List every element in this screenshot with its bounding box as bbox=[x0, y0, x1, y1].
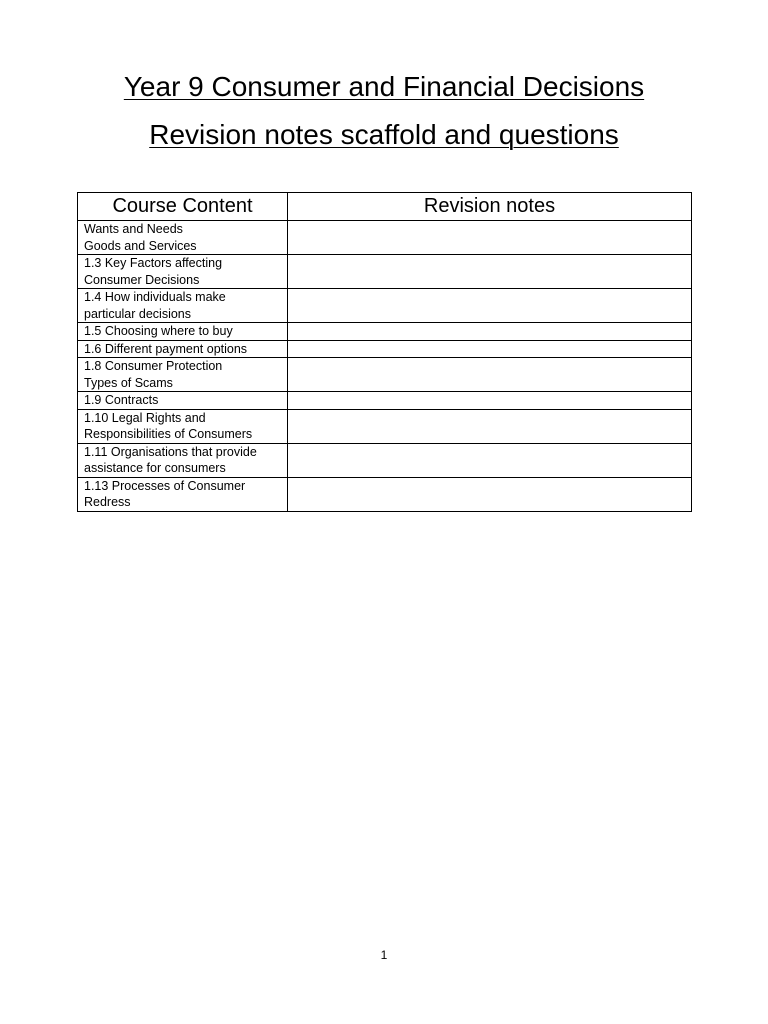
course-content-cell: Wants and Needs Goods and Services bbox=[78, 221, 288, 255]
table-row bbox=[78, 340, 692, 358]
revision-table bbox=[77, 192, 692, 512]
table-row bbox=[78, 255, 692, 289]
revision-notes-cell[interactable] bbox=[288, 392, 692, 410]
table-row bbox=[78, 409, 692, 443]
table-row bbox=[78, 443, 692, 477]
page-number: 1 bbox=[380, 948, 388, 962]
revision-notes-cell[interactable] bbox=[288, 477, 692, 511]
table-row bbox=[78, 392, 692, 410]
revision-notes-cell[interactable] bbox=[288, 340, 692, 358]
course-content-cell: 1.10 Legal Rights and Responsibilities of Consumers bbox=[78, 409, 288, 443]
revision-notes-cell[interactable] bbox=[288, 221, 692, 255]
revision-notes-cell[interactable] bbox=[288, 443, 692, 477]
column-header-course-content: Course Content bbox=[78, 193, 288, 221]
table-row bbox=[78, 221, 692, 255]
table-row bbox=[78, 323, 692, 341]
revision-notes-cell[interactable] bbox=[288, 289, 692, 323]
revision-notes-cell[interactable] bbox=[288, 255, 692, 289]
table-header-row bbox=[78, 193, 692, 221]
table-row bbox=[78, 477, 692, 511]
course-content-cell: 1.5 Choosing where to buy bbox=[78, 323, 288, 341]
course-content-cell: 1.9 Contracts bbox=[78, 392, 288, 410]
course-content-cell: 1.3 Key Factors affecting Consumer Decisions bbox=[78, 255, 288, 289]
course-content-cell: 1.8 Consumer Protection Types of Scams bbox=[78, 358, 288, 392]
column-header-revision-notes: Revision notes bbox=[288, 193, 692, 221]
document-subtitle: Revision notes scaffold and questions bbox=[149, 119, 619, 150]
course-content-cell: 1.11 Organisations that provide assistance for consumers bbox=[78, 443, 288, 477]
revision-notes-cell[interactable] bbox=[288, 323, 692, 341]
revision-notes-cell[interactable] bbox=[288, 358, 692, 392]
table-row bbox=[78, 358, 692, 392]
course-content-cell: 1.13 Processes of Consumer Redress bbox=[78, 477, 288, 511]
course-content-cell: 1.4 How individuals make particular decisions bbox=[78, 289, 288, 323]
document-title: Year 9 Consumer and Financial Decisions bbox=[123, 71, 645, 102]
course-content-cell: 1.6 Different payment options bbox=[78, 340, 288, 358]
revision-notes-cell[interactable] bbox=[288, 409, 692, 443]
table-row bbox=[78, 289, 692, 323]
